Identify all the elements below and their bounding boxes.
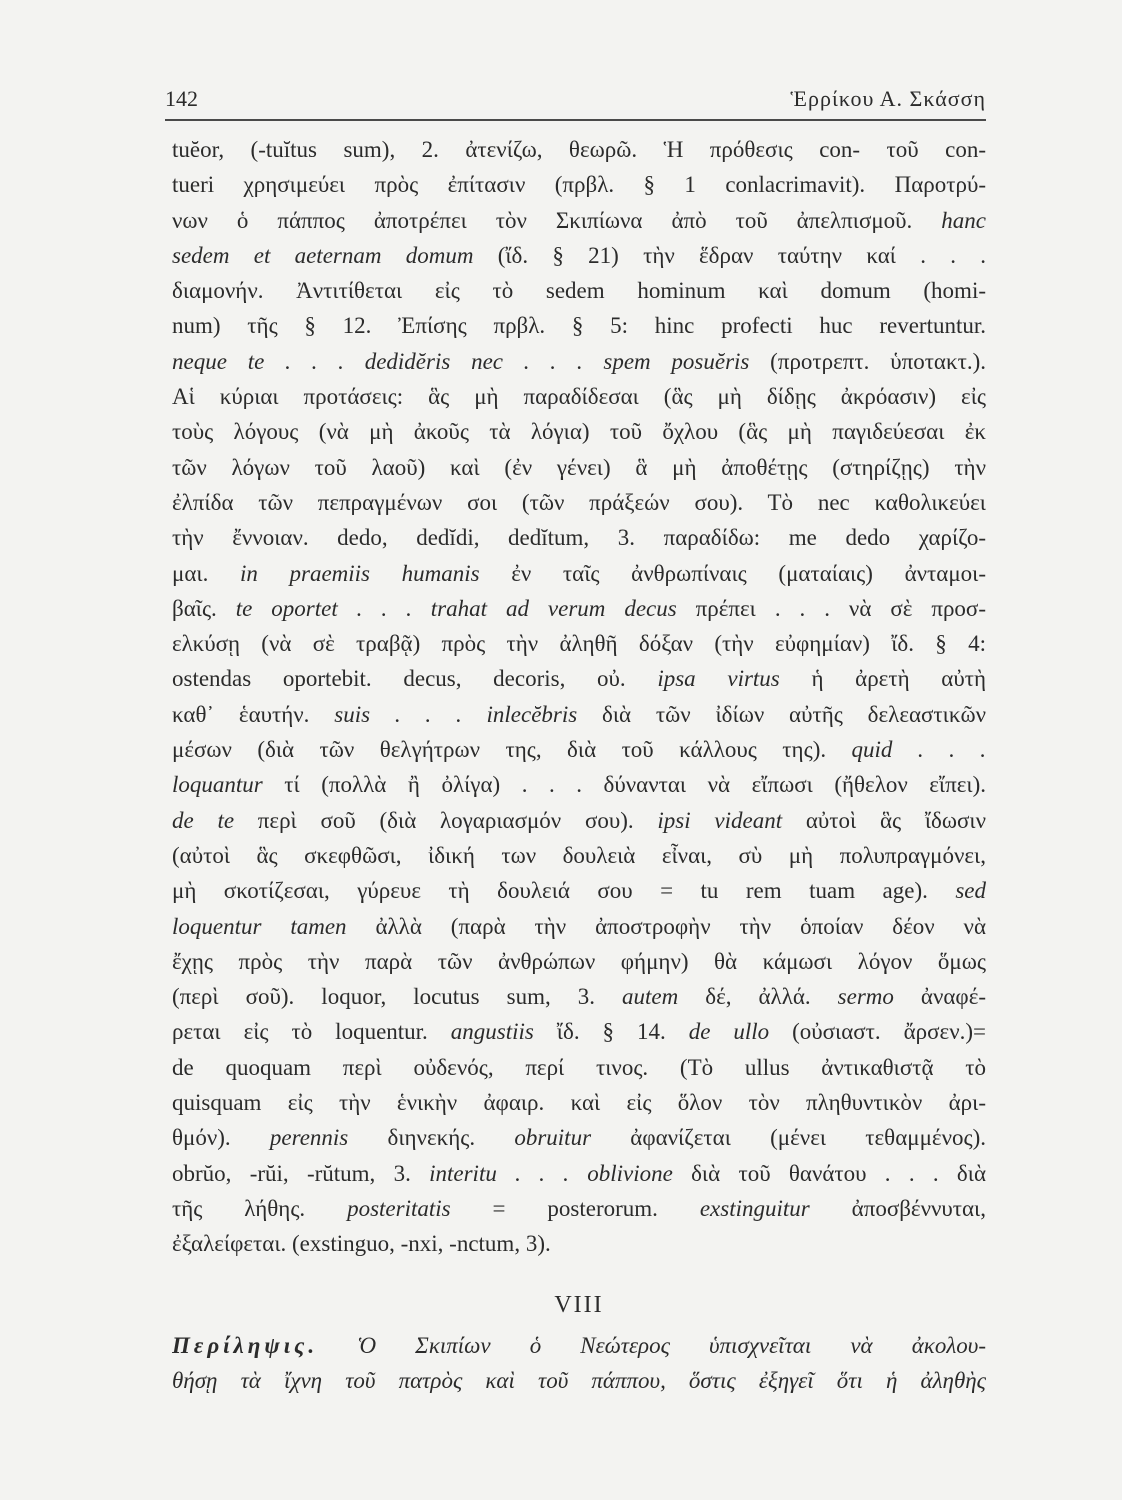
italic-text-segment: Ὁ Σκιπίων ὁ Νεώτερος ὑπισχνεῖται νὰ ἀκολου- xyxy=(318,1333,986,1358)
italic-text-segment: exstinguitur xyxy=(699,1195,810,1221)
italic-text-segment: loquantur xyxy=(172,772,263,798)
text-segment: διαμονήν. Ἀντιτίθεται εἰς τὸ sedem hominum καὶ domum (homi- xyxy=(172,278,986,304)
italic-text-segment: θήσῃ τὰ ἴχνη τοῦ πατρὸς καὶ τοῦ πάππου, ὅστις ἐξηγεῖ ὅτι ἡ ἀληθὴς xyxy=(172,1368,986,1394)
text-segment: μέσων (διὰ τῶν θελγήτρων της, διὰ τοῦ κάλλους της). xyxy=(172,737,852,763)
text-segment: quisquam εἰς τὴν ἑνικὴν ἀφαιρ. καὶ εἰς ὅλον τὸν πληθυντικὸν ἀρι- xyxy=(172,1090,986,1116)
italic-text-segment: loquentur tamen xyxy=(172,913,347,939)
italic-text-segment: hanc xyxy=(941,207,986,233)
text-segment: tueri χρησιμεύει πρὸς ἐπίτασιν (πρβλ. § 1 conlacrimavit). Παροτρύ- xyxy=(172,172,986,198)
text-line xyxy=(172,273,986,308)
text-segment: de quoquam περὶ οὐδενός, περί τινος. (Τὸ ullus ἀντικαθιστᾷ τὸ xyxy=(172,1054,986,1080)
text-segment: ἀναφέ- xyxy=(893,984,986,1010)
section-numeral: VIII xyxy=(554,1292,604,1318)
summary-label: Περίληψις. xyxy=(172,1333,319,1358)
italic-text-segment: ipsa virtus xyxy=(657,666,780,692)
text-segment: τῆς λήθης. xyxy=(172,1195,348,1221)
text-line xyxy=(172,1156,986,1191)
text-segment: ostendas oportebit. decus, decoris, οὐ. xyxy=(172,666,658,692)
text-segment: Αἱ κύριαι προτάσεις: ἃς μὴ παραδίδεσαι (ἃς μὴ δίδῃς ἀκρόασιν) εἰς xyxy=(172,384,986,410)
text-segment: διὰ τοῦ θανάτου . . . διὰ xyxy=(672,1160,986,1186)
text-segment: αὐτοὶ ἃς ἴδωσιν xyxy=(782,807,986,833)
text-segment: (ἴδ. § 21) τὴν ἕδραν ταύτην καί . . . xyxy=(473,242,986,268)
text-segment: ἀποσβέννυται, xyxy=(809,1195,986,1221)
italic-text-segment: sermo xyxy=(837,984,894,1010)
text-line xyxy=(172,167,986,202)
summary-paragraph xyxy=(172,1328,986,1399)
text-segment: ελκύσῃ (νὰ σὲ τραβᾷ) πρὸς τὴν ἀληθῆ δόξαν (τὴν εὐφημίαν) ἴδ. § 4: xyxy=(172,631,986,657)
text-line xyxy=(172,873,986,908)
italic-text-segment: quid . . . xyxy=(851,737,986,763)
text-segment: ἔχῃς πρὸς τὴν παρὰ τῶν ἀνθρώπων φήμην) θὰ κάμωσι λόγον ὅμως xyxy=(172,948,986,974)
text-line xyxy=(172,909,986,944)
italic-text-segment: sed xyxy=(955,878,986,904)
text-segment: ἐν ταῖς ἀνθρωπίναις (ματαίαις) ἀνταμοι- xyxy=(479,560,986,586)
text-segment: ἐξαλείφεται. (exstinguo, -nxi, -nctum, 3). xyxy=(172,1231,551,1257)
italic-text-segment: autem xyxy=(622,984,679,1010)
text-line xyxy=(172,1014,986,1049)
italic-text-segment: in praemiis humanis xyxy=(239,560,480,586)
text-segment: ἐλπίδα τῶν πεπραγμένων σοι (τῶν πράξεών σου). Τὸ nec καθολικεύει xyxy=(172,489,986,515)
body-text xyxy=(172,132,986,1262)
text-segment: μαι. xyxy=(172,560,240,586)
text-segment: (περὶ σοῦ). loquor, locutus sum, 3. xyxy=(172,984,623,1010)
italic-text-segment: ipsi videant xyxy=(657,807,783,833)
italic-text-segment: perennis xyxy=(269,1125,349,1151)
text-segment: (οὐσιαστ. ἄρσεν.)= xyxy=(769,1019,986,1045)
text-line xyxy=(172,485,986,520)
text-segment: δέ, ἀλλά. xyxy=(678,984,838,1010)
text-segment: = posterorum. xyxy=(450,1195,700,1221)
text-line xyxy=(172,626,986,661)
text-segment: νων ὁ πάππος ἀποτρέπει τὸν Σκιπίωνα ἀπὸ τοῦ ἀπελπισμοῦ. xyxy=(172,207,942,233)
text-segment: (αὐτοὶ ἃς σκεφθῶσι, ἰδική των δουλειὰ εἶναι, σὺ μὴ πολυπραγμόνει, xyxy=(172,842,986,868)
text-segment: ρεται εἰς τὸ loquentur. xyxy=(172,1019,451,1045)
text-line xyxy=(172,1363,986,1398)
text-segment: ἡ ἀρετὴ αὐτὴ xyxy=(779,666,986,692)
text-segment: τοὺς λόγους (νὰ μὴ ἀκοῦς τὰ λόγια) τοῦ ὄχλου (ἃς μὴ παγιδεύεσαι ἐκ xyxy=(172,419,986,445)
text-line xyxy=(172,1120,986,1155)
text-segment: τῶν λόγων τοῦ λαοῦ) καὶ (ἐν γένει) ἃ μὴ ἀποθέτῃς (στηρίζῃς) τὴν xyxy=(172,454,986,480)
page-number: 142 xyxy=(165,86,198,111)
text-line xyxy=(172,379,986,414)
italic-text-segment: sedem et aeternam domum xyxy=(172,242,474,268)
text-segment: βαῖς. xyxy=(172,595,236,621)
text-line xyxy=(172,450,986,485)
text-segment: μὴ σκοτίζεσαι, γύρευε τὴ δουλειά σου = tu rem tuam age). xyxy=(172,878,956,904)
italic-text-segment: interitu . . . oblivione xyxy=(429,1160,673,1186)
text-segment: καθ᾿ ἑαυτήν. xyxy=(172,701,335,727)
text-line xyxy=(172,697,986,732)
text-segment: ἴδ. § 14. xyxy=(533,1019,689,1045)
italic-text-segment: obruitur xyxy=(514,1125,592,1151)
italic-text-segment: angustiis xyxy=(450,1019,534,1045)
text-line xyxy=(172,767,986,802)
italic-text-segment: posteritatis xyxy=(347,1195,451,1221)
text-line xyxy=(172,661,986,696)
text-line xyxy=(172,944,986,979)
text-segment: διηνεκής. xyxy=(348,1125,515,1151)
text-line xyxy=(172,308,986,343)
text-line xyxy=(172,1085,986,1120)
page-header xyxy=(165,84,986,114)
text-segment: ἀφανίζεται (μένει τεθαμμένος). xyxy=(591,1125,986,1151)
text-line xyxy=(172,414,986,449)
italic-text-segment: suis . . . inlecĕbris xyxy=(334,701,578,727)
italic-text-segment: te oportet . . . trahat ad verum decus xyxy=(235,595,677,621)
text-line xyxy=(172,1050,986,1085)
text-line xyxy=(172,132,986,167)
text-line xyxy=(172,1191,986,1226)
text-line xyxy=(172,838,986,873)
header-rule xyxy=(165,119,986,121)
text-segment: ἀλλὰ (παρὰ τὴν ἀποστροφὴν τὴν ὁποίαν δέον νὰ xyxy=(346,913,986,939)
text-line xyxy=(172,556,986,591)
text-segment: πρέπει . . . νὰ σὲ προσ- xyxy=(676,595,986,621)
text-segment: θμόν). xyxy=(172,1125,270,1151)
text-segment: tuĕor, (-tuĭtus sum), 2. ἀτενίζω, θεωρῶ. Ἡ πρόθεσις con- τοῦ con- xyxy=(172,137,986,162)
text-line xyxy=(172,732,986,767)
text-segment: διὰ τῶν ἰδίων αὐτῆς δελεαστικῶν xyxy=(577,701,986,727)
text-line xyxy=(172,520,986,555)
italic-text-segment: neque te . . . dedidĕris nec . . . spem posuĕris xyxy=(172,348,750,374)
text-line xyxy=(172,1328,986,1363)
text-line xyxy=(172,344,986,379)
text-segment: τὴν ἔννοιαν. dedo, dedĭdi, dedĭtum, 3. παραδίδω: me dedo χαρίζο- xyxy=(172,525,986,551)
text-line xyxy=(172,803,986,838)
text-line xyxy=(172,979,986,1014)
text-line xyxy=(172,591,986,626)
italic-text-segment: de te xyxy=(172,807,235,833)
text-line xyxy=(172,1226,986,1261)
text-segment: num) τῆς § 12. Ἐπίσης πρβλ. § 5: hinc profecti huc revertuntur. xyxy=(172,313,986,339)
text-segment: (προτρεπτ. ὑποτακτ.). xyxy=(749,348,986,374)
text-line xyxy=(172,203,986,238)
text-segment: τί (πολλὰ ἢ ὀλίγα) . . . δύνανται νὰ εἴπωσι (ἤθελον εἴπει). xyxy=(262,772,986,798)
text-segment: obrŭo, -rŭi, -rŭtum, 3. xyxy=(172,1160,430,1186)
running-title: Ἑρρίκου Α. Σκάσση xyxy=(790,86,986,111)
text-line xyxy=(172,238,986,273)
text-segment: περὶ σοῦ (διὰ λογαριασμόν σου). xyxy=(234,807,658,833)
italic-text-segment: de ullo xyxy=(688,1019,770,1045)
